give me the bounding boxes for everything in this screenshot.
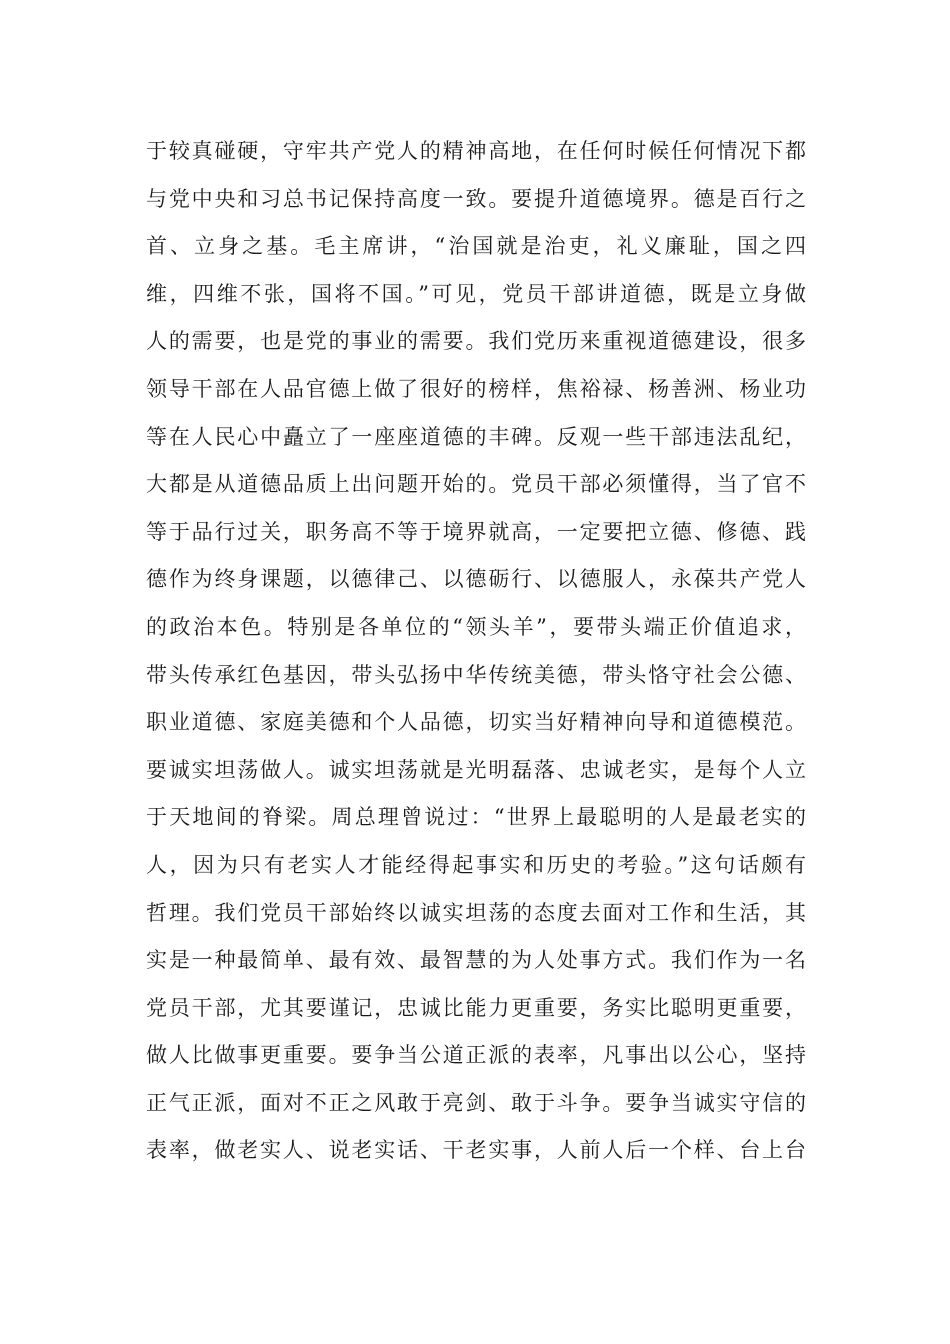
text-line: 等于品行过关，职务高不等于境界就高，一定要把立德、修德、践 (146, 519, 806, 544)
text-line: 党员干部，尤其要谨记，忠诚比能力更重要，务实比聪明更重要， (146, 995, 806, 1020)
text-line: 带头传承红色基因，带头弘扬中华传统美德，带头恪守社会公德、 (146, 662, 806, 687)
text-line: 领导干部在人品官德上做了很好的榜样，焦裕禄、杨善洲、杨业功 (146, 376, 806, 401)
text-line: 于较真碰硬，守牢共产党人的精神高地，在任何时候任何情况下都 (146, 139, 806, 163)
text-line: 与党中央和习总书记保持高度一致。要提升道德境界。德是百行之 (146, 186, 806, 211)
text-line: 德作为终身课题，以德律己、以德砺行、以德服人，永葆共产党人 (146, 567, 806, 592)
text-line: 人的需要，也是党的事业的需要。我们党历来重视道德建设，很多 (146, 329, 806, 354)
text-line: 职业道德、家庭美德和个人品德，切实当好精神向导和道德模范。 (146, 710, 806, 735)
text-line: 大都是从道德品质上出问题开始的。党员干部必须懂得，当了官不 (146, 472, 806, 497)
text-line: 正气正派，面对不正之风敢于亮剑、敢于斗争。要争当诚实守信的 (146, 1090, 806, 1115)
body-text (146, 128, 806, 1175)
text-line: 于天地间的脊梁。周总理曾说过：“世界上最聪明的人是最老实的 (146, 805, 806, 830)
text-line: 哲理。我们党员干部始终以诚实坦荡的态度去面对工作和生活，其 (146, 900, 806, 925)
text-line: 的政治本色。特别是各单位的“领头羊”，要带头端正价值追求， (146, 614, 806, 639)
text-line: 维，四维不张，国将不国。”可见，党员干部讲道德，既是立身做 (146, 281, 806, 306)
text-line: 做人比做事更重要。要争当公道正派的表率，凡事出以公心，坚持 (146, 1043, 806, 1068)
text-line: 等在人民心中矗立了一座座道德的丰碑。反观一些干部违法乱纪， (146, 424, 806, 449)
text-line: 首、立身之基。毛主席讲，“治国就是治吏，礼义廉耻，国之四 (146, 234, 806, 259)
text-line: 人，因为只有老实人才能经得起事实和历史的考验。”这句话颇有 (146, 852, 806, 877)
text-line: 要诚实坦荡做人。诚实坦荡就是光明磊落、忠诚老实，是每个人立 (146, 757, 806, 782)
text-line: 表率，做老实人、说老实话、干老实事，人前人后一个样、台上台 (146, 1138, 806, 1163)
text-line: 实是一种最简单、最有效、最智慧的为人处事方式。我们作为一名 (146, 948, 806, 973)
